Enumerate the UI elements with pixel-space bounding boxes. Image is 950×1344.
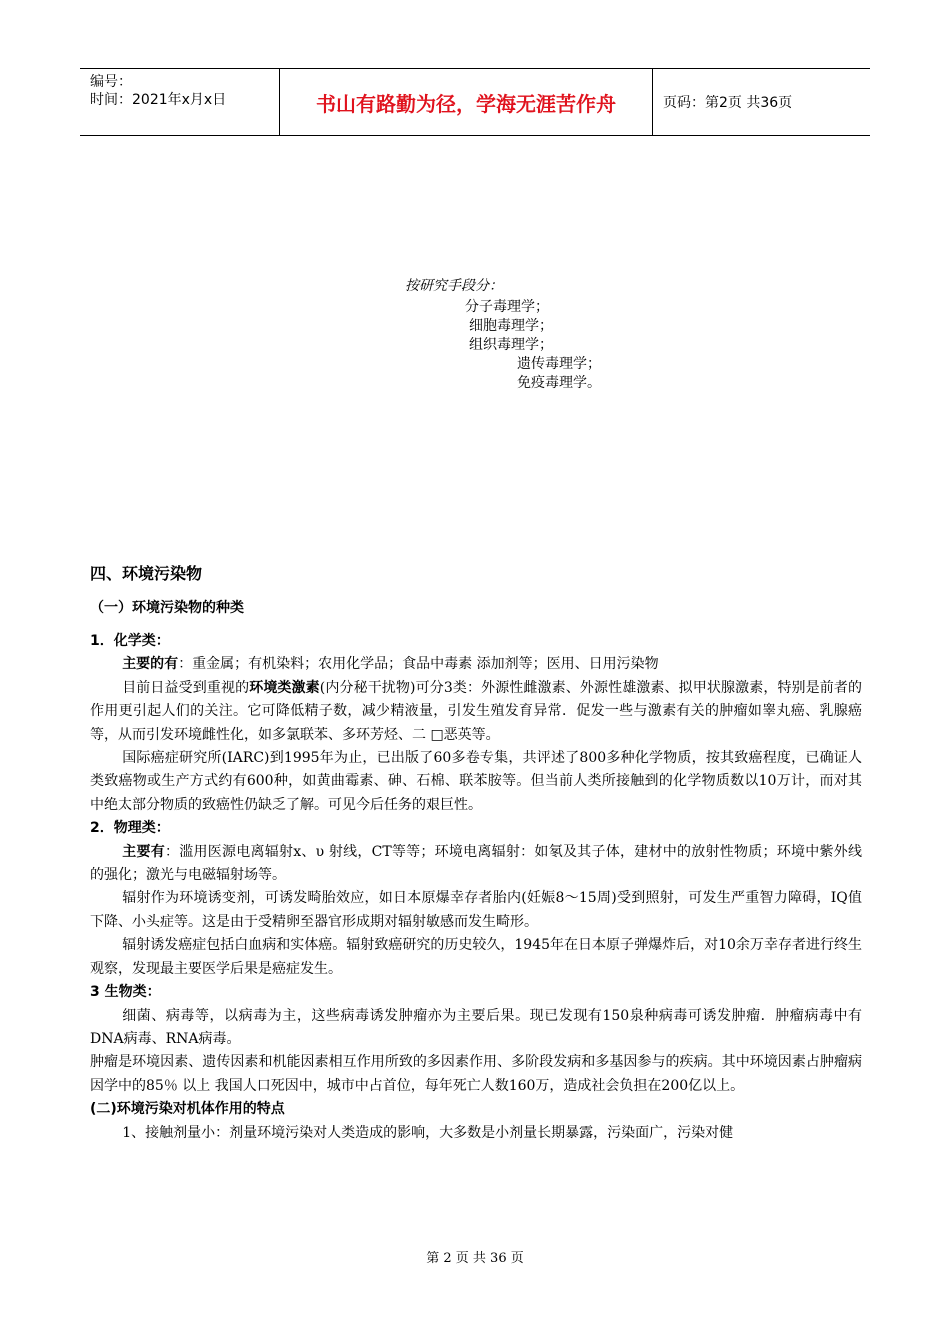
paragraph: 肿瘤是环境因素、遗传因素和机能因素相互作用所致的多因素作用、多阶段发病和多基因参与的疾病。其中环境因素占肿瘤病因学中的85％ 以上 我国人口死因中，城市中占首位，每年死亡人数160万，造成社会负担在200亿以上。 <box>90 1054 862 1094</box>
subsection-heading: 2．物理类： <box>90 820 170 837</box>
number-label: 编号： <box>90 74 132 90</box>
method-list-item: 免疫毒理学。 <box>517 375 601 391</box>
paragraph: 1、接触剂量小：剂量环境污染对人类造成的影响，大多数是小剂量长期暴露，污染面广，污染对健 <box>122 1124 734 1141</box>
method-list-item: 分子毒理学； <box>465 299 549 315</box>
date-label: 时间：2021年x月x日 <box>90 92 227 108</box>
subsection-heading: 3 生物类： <box>90 984 161 1001</box>
body-content <box>90 630 862 1145</box>
paragraph-text: (内分秘干扰物)可分3类：外源性雌激素、外源性雄激素、拟甲状腺激素，特别是前者的作用更引起人们的关注。它可降低精子数，减少精液量，引发生殖发育异常．促发一些与激素有关的肿瘤如睾丸癌、乳腺癌等，从而引发环境雌性化，如多氯联苯、多环芳烃、二 □恶英等。 <box>90 679 863 743</box>
paragraph-text: ：滥用医源电离辐射x、υ 射线，CT等等；环境电离辐射：如氡及其子体，建材中的放射性物质；环境中紫外线的强化；激光与电磁辐射场等。 <box>90 843 863 884</box>
paragraph: 细菌、病毒等，以病毒为主，这些病毒诱发肿瘤亦为主要后果。现已发现有150泉种病毒可诱发肿瘤．肿瘤病毒中有DNA病毒、RNA病毒。 <box>90 1007 862 1047</box>
paragraph <box>90 841 862 888</box>
paragraph-text: 目前日益受到重视的 <box>122 679 250 696</box>
paragraph: 辐射作为环境诱变剂，可诱发畸胎效应，如日本原爆幸存者胎内(妊娠8～15周)受到照射，可发生严重智力障碍，IQ值下降、小头症等。这是由于受精卵至器官形成期对辐射敏感而发生畸形。 <box>90 890 862 930</box>
header-motto: 书山有路勤为径，学海无涯苦作舟 <box>280 69 653 135</box>
bold-lead: 主要有 <box>122 843 165 860</box>
header-page-info: 页码：第2页 共36页 <box>663 95 793 111</box>
method-list-item: 组织毒理学； <box>469 337 553 353</box>
header-meta-cell <box>80 69 280 135</box>
paragraph <box>90 677 862 747</box>
document-header <box>80 68 870 136</box>
method-list-heading: 按研究手段分： <box>405 278 503 294</box>
subsection-heading: 1．化学类： <box>90 633 170 649</box>
page-footer: 第 2 页 共 36 页 <box>426 1251 524 1266</box>
subsection-heading: (二)环境污染对机体作用的特点 <box>90 1101 285 1118</box>
bold-term: 环境类激素 <box>249 679 320 696</box>
method-list-item: 细胞毒理学； <box>469 318 553 334</box>
section-title: 四、环境污染物 <box>90 564 203 583</box>
paragraph: 国际癌症研究所(IARC)到1995年为止，已出版了60多卷专集，共评述了800多种化学物质，按其致癌程度，已确证人类致癌物或生产方式约有600种，如黄曲霉素、砷、石棉、联苯胺等。但当前人类所接触到的化学物质数以10万计，而对其中绝太部分物质的致癌性仍缺乏了解。可见今后任务的艰巨性。 <box>90 750 862 813</box>
section-subtitle: （一）环境污染物的种类 <box>90 600 244 616</box>
paragraph <box>90 653 862 676</box>
paragraph: 辐射诱发癌症包括白血病和实体癌。辐射致癌研究的历史较久，1945年在日本原子弹爆炸后，对10余万幸存者进行终生观察，发现最主要医学后果是癌症发生。 <box>90 937 862 977</box>
method-list-item: 遗传毒理学； <box>517 356 601 372</box>
paragraph-text: ：重金属；有机染料；农用化学品；食品中毒素 添加剂等；医用、日用污染物 <box>178 656 659 673</box>
bold-lead: 主要的有 <box>122 656 179 673</box>
